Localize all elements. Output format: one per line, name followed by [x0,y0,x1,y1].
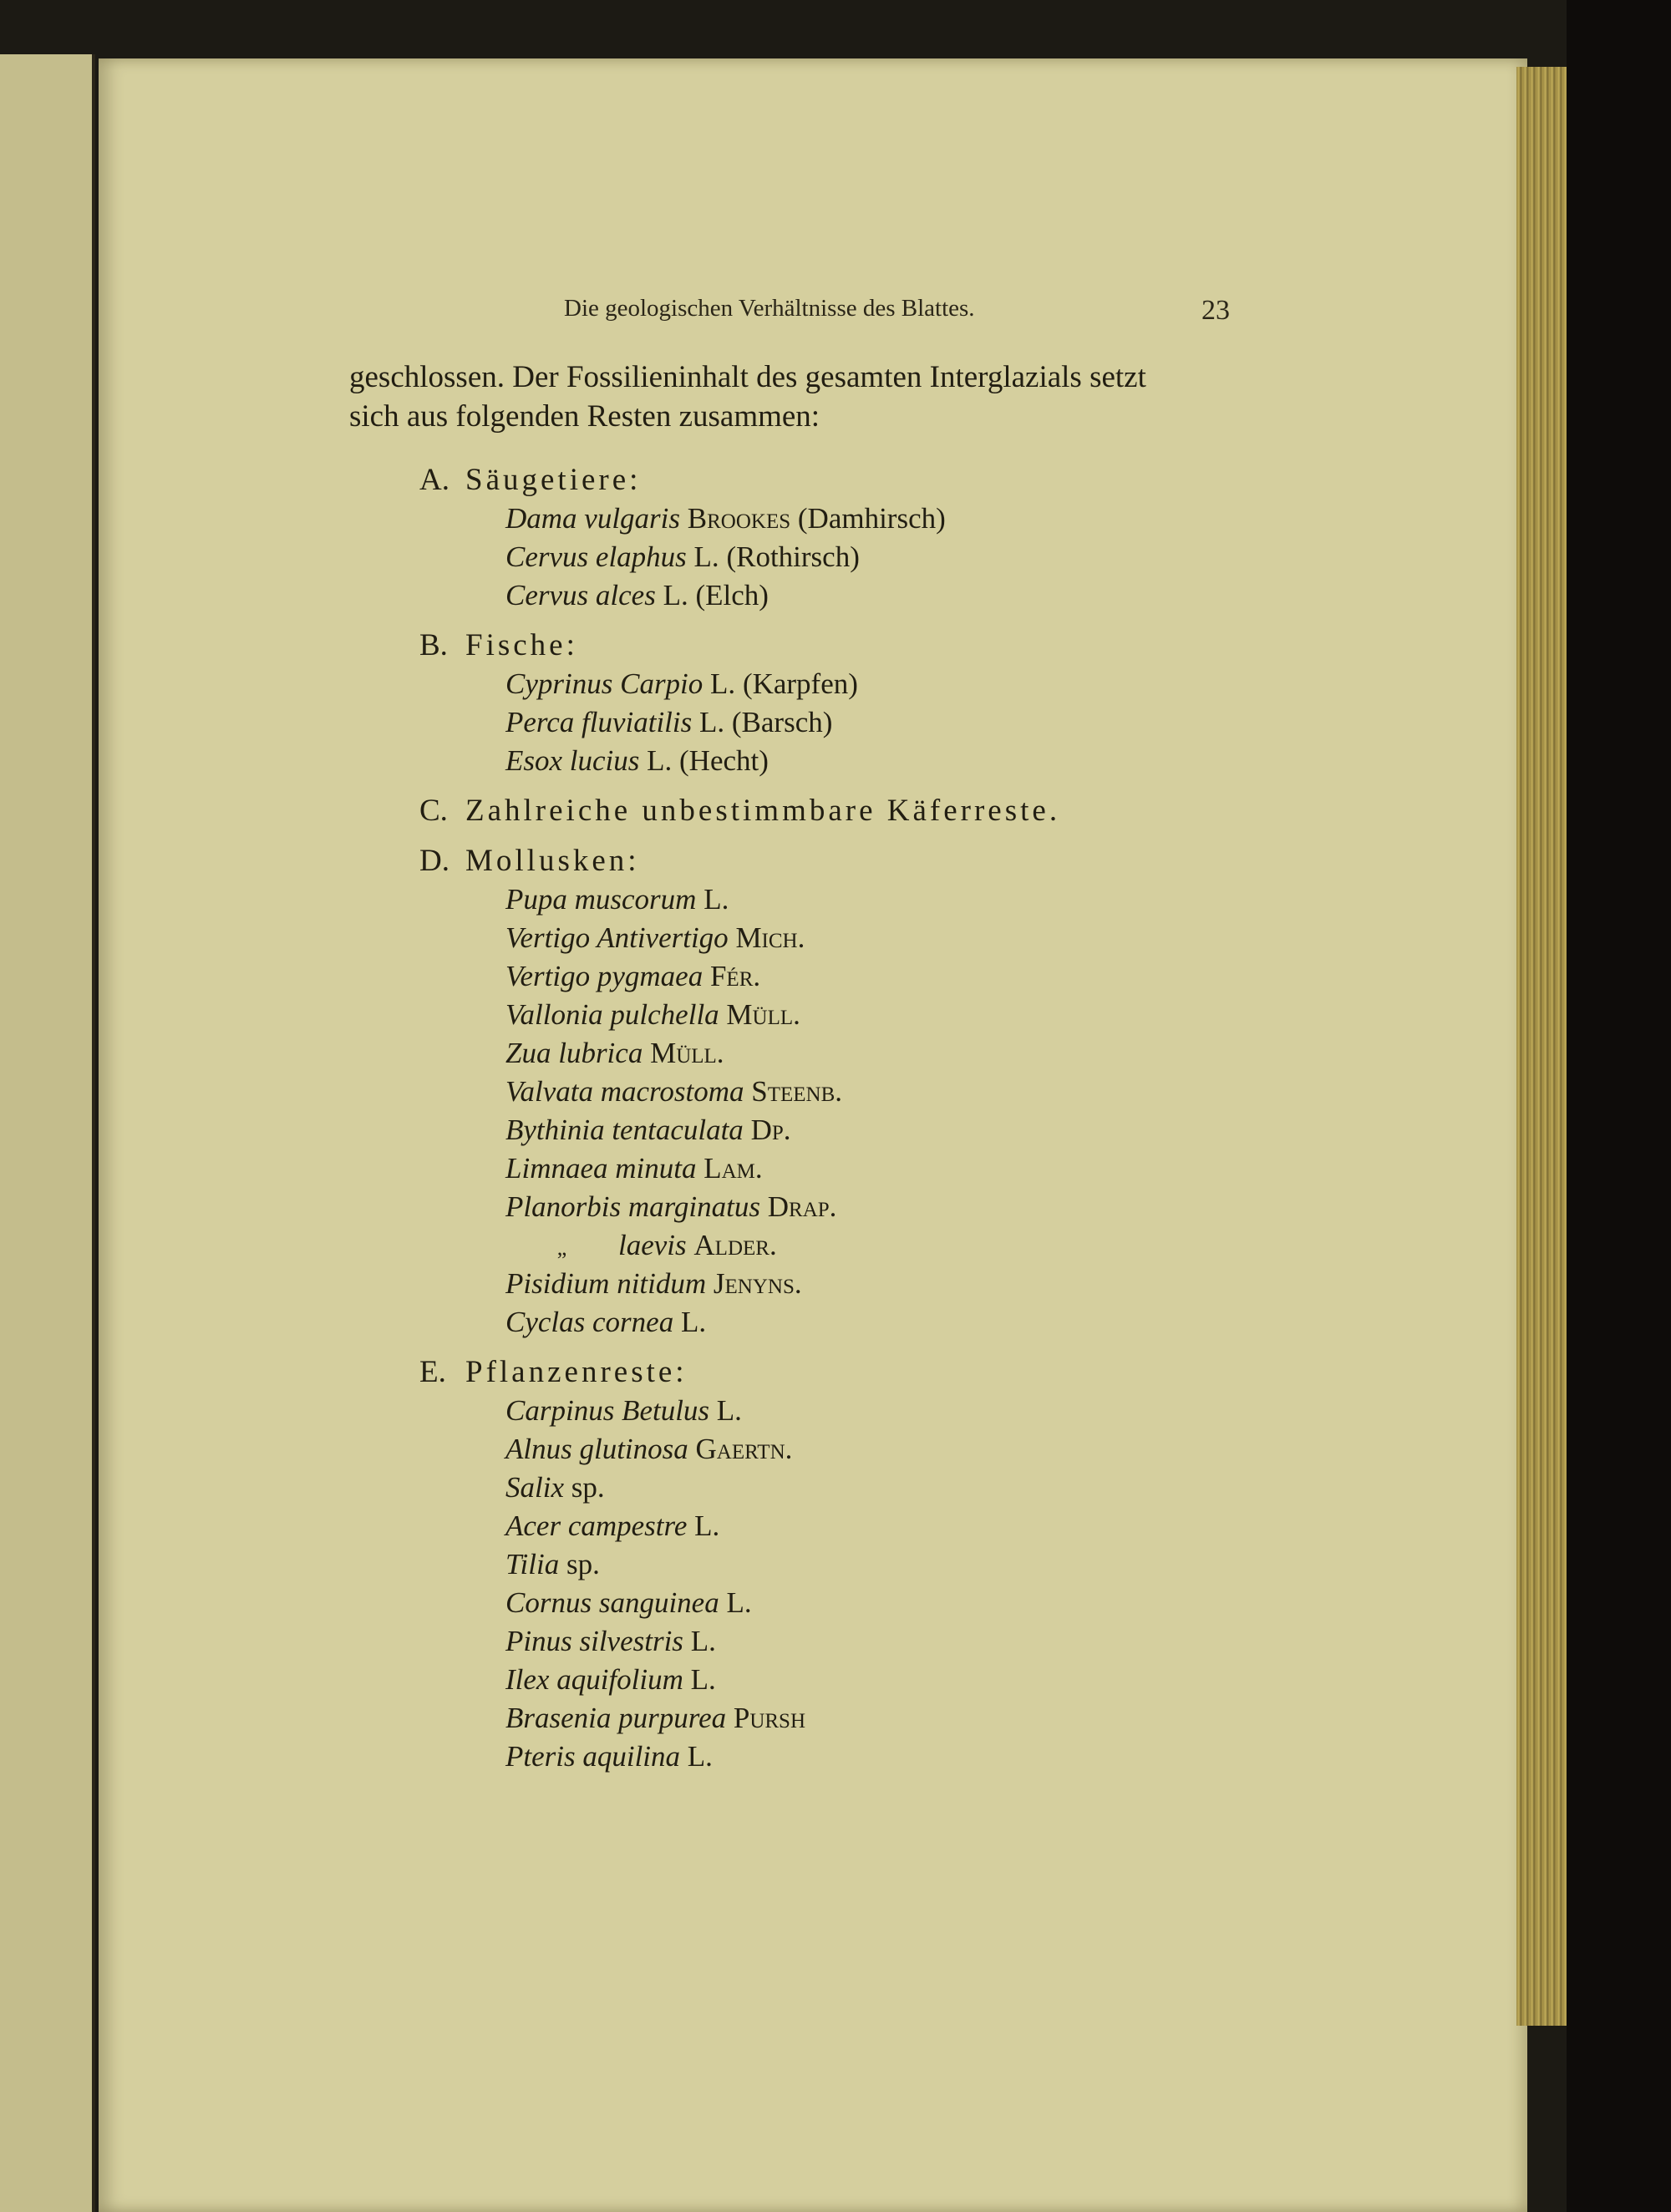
author-name: L. [663,579,688,611]
section-saeugetiere [419,461,1338,615]
species-name: Cyclas cornea [505,1306,674,1338]
author-name: Müll. [650,1037,724,1069]
author-name: Drap. [767,1190,837,1223]
section-title: Mollusken: [465,844,640,878]
list-item [419,1226,1338,1265]
species-name: Pisidium nitidum [505,1267,707,1300]
running-title: Die geologischen Verhältnisse des Blattes. [564,295,975,322]
list-item [419,1034,1338,1073]
species-name: Cervus elaphus [505,540,687,573]
species-name: laevis [618,1229,687,1261]
list-item [419,880,1338,919]
species-name: Perca fluviatilis [505,706,693,738]
section-title: Pflanzenreste: [465,1355,688,1389]
author-name: Dp. [750,1114,791,1146]
common-name: (Elch) [695,579,769,611]
author-name: Lam. [703,1152,763,1185]
author-name: L. [690,1625,716,1657]
author-name: L. [726,1586,752,1619]
species-name: Zua lubrica [505,1037,643,1069]
list-item [419,665,1338,703]
species-name: Alnus glutinosa [505,1433,688,1465]
section-title: Fische: [465,628,578,662]
species-name: Vertigo pygmaea [505,960,703,992]
list-item [419,1584,1338,1622]
author-name: Mich. [735,921,805,954]
species-name: Pupa muscorum [505,883,697,916]
species-name: Vallonia pulchella [505,998,719,1031]
page-number: 23 [1201,295,1230,326]
species-name: Carpinus Betulus [505,1394,710,1427]
species-name: Vertigo Antivertigo [505,921,729,954]
species-name: Ilex aquifolium [505,1663,683,1696]
section-letter: C. [419,794,448,828]
section-heading [419,627,1338,665]
author-name: L. [680,1306,707,1338]
list-item [419,1661,1338,1699]
section-heading [419,1353,1338,1392]
intro-line: geschlossen. Der Fossilieninhalt des gesamten Interglazials setzt [349,360,1146,394]
intro-line: sich aus folgenden Resten zusammen: [349,399,820,434]
species-name: Bythinia tentaculata [505,1114,744,1146]
common-name: (Hecht) [679,744,769,777]
list-item [419,1111,1338,1149]
species-name: Salix [505,1471,564,1504]
book-cover [1567,0,1671,2212]
section-letter: A. [419,463,449,497]
list-item [419,1188,1338,1226]
list-item [419,1469,1338,1507]
section-fische [419,627,1338,780]
author-name: Müll. [726,998,800,1031]
species-name: Valvata macrostoma [505,1075,744,1108]
section-title: Zahlreiche unbestimmbare Käferreste. [465,794,1061,828]
list-item [419,1303,1338,1342]
page-block-edges [1516,67,1567,2026]
section-heading [419,461,1338,500]
common-name: (Damhirsch) [797,502,946,535]
common-name: (Barsch) [731,706,833,738]
species-name: Acer campestre [505,1509,688,1542]
section-heading [419,842,1338,880]
section-pflanzenreste [419,1353,1338,1776]
species-name: Tilia [505,1548,560,1580]
intro-paragraph [349,358,1235,436]
list-item [419,538,1338,576]
list-item [419,500,1338,538]
list-item [419,1507,1338,1545]
author-name: L. [687,1740,713,1773]
author-name: L. [694,1509,720,1542]
common-name: (Rothirsch) [726,540,860,573]
author-name: Fér. [709,960,761,992]
section-kaeferreste [419,792,1338,830]
list-item [419,1073,1338,1111]
section-letter: B. [419,628,448,662]
species-name: Brasenia purpurea [505,1702,727,1734]
author-name: L. [703,883,729,916]
author-name: sp. [571,1471,605,1504]
list-item [419,1545,1338,1584]
author-name: Steenb. [751,1075,843,1108]
author-name: L. [716,1394,742,1427]
list-item [419,703,1338,742]
list-item [419,1149,1338,1188]
species-name: Dama vulgaris [505,502,681,535]
author-name: L. [647,744,673,777]
species-name: Cervus alces [505,579,656,611]
list-item [419,576,1338,615]
list-item [419,1622,1338,1661]
species-name: Esox lucius [505,744,640,777]
section-title: Säugetiere: [465,463,642,497]
species-name: Pinus silvestris [505,1625,683,1657]
list-item [419,1430,1338,1469]
author-name: L. [690,1663,716,1696]
list-item [419,1392,1338,1430]
common-name: (Karpfen) [742,667,858,700]
section-heading [419,792,1338,830]
species-name: Cyprinus Carpio [505,667,703,700]
list-item [419,1738,1338,1776]
author-name: Alder. [693,1229,777,1261]
list-item [419,957,1338,996]
author-name: sp. [566,1548,600,1580]
species-name: Limnaea minuta [505,1152,697,1185]
author-name: L. [693,540,719,573]
author-name: Gaertn. [695,1433,793,1465]
author-name: L. [699,706,725,738]
species-name: Pteris aquilina [505,1740,681,1773]
author-name: Jenyns. [713,1267,802,1300]
facing-page-edge [0,54,95,2212]
list-item [419,1699,1338,1738]
author-name: L. [710,667,736,700]
section-letter: E. [419,1355,446,1389]
species-name: Cornus sanguinea [505,1586,719,1619]
section-mollusken [419,842,1338,1342]
author-name: Pursh [733,1702,806,1734]
list-item [419,1265,1338,1303]
section-letter: D. [419,844,449,878]
list-item [419,996,1338,1034]
species-name: Planorbis marginatus [505,1190,760,1223]
list-item [419,742,1338,780]
author-name: Brookes [687,502,791,535]
ditto-mark: „ [556,1235,567,1260]
list-item [419,919,1338,957]
fossil-list [419,461,1338,1776]
